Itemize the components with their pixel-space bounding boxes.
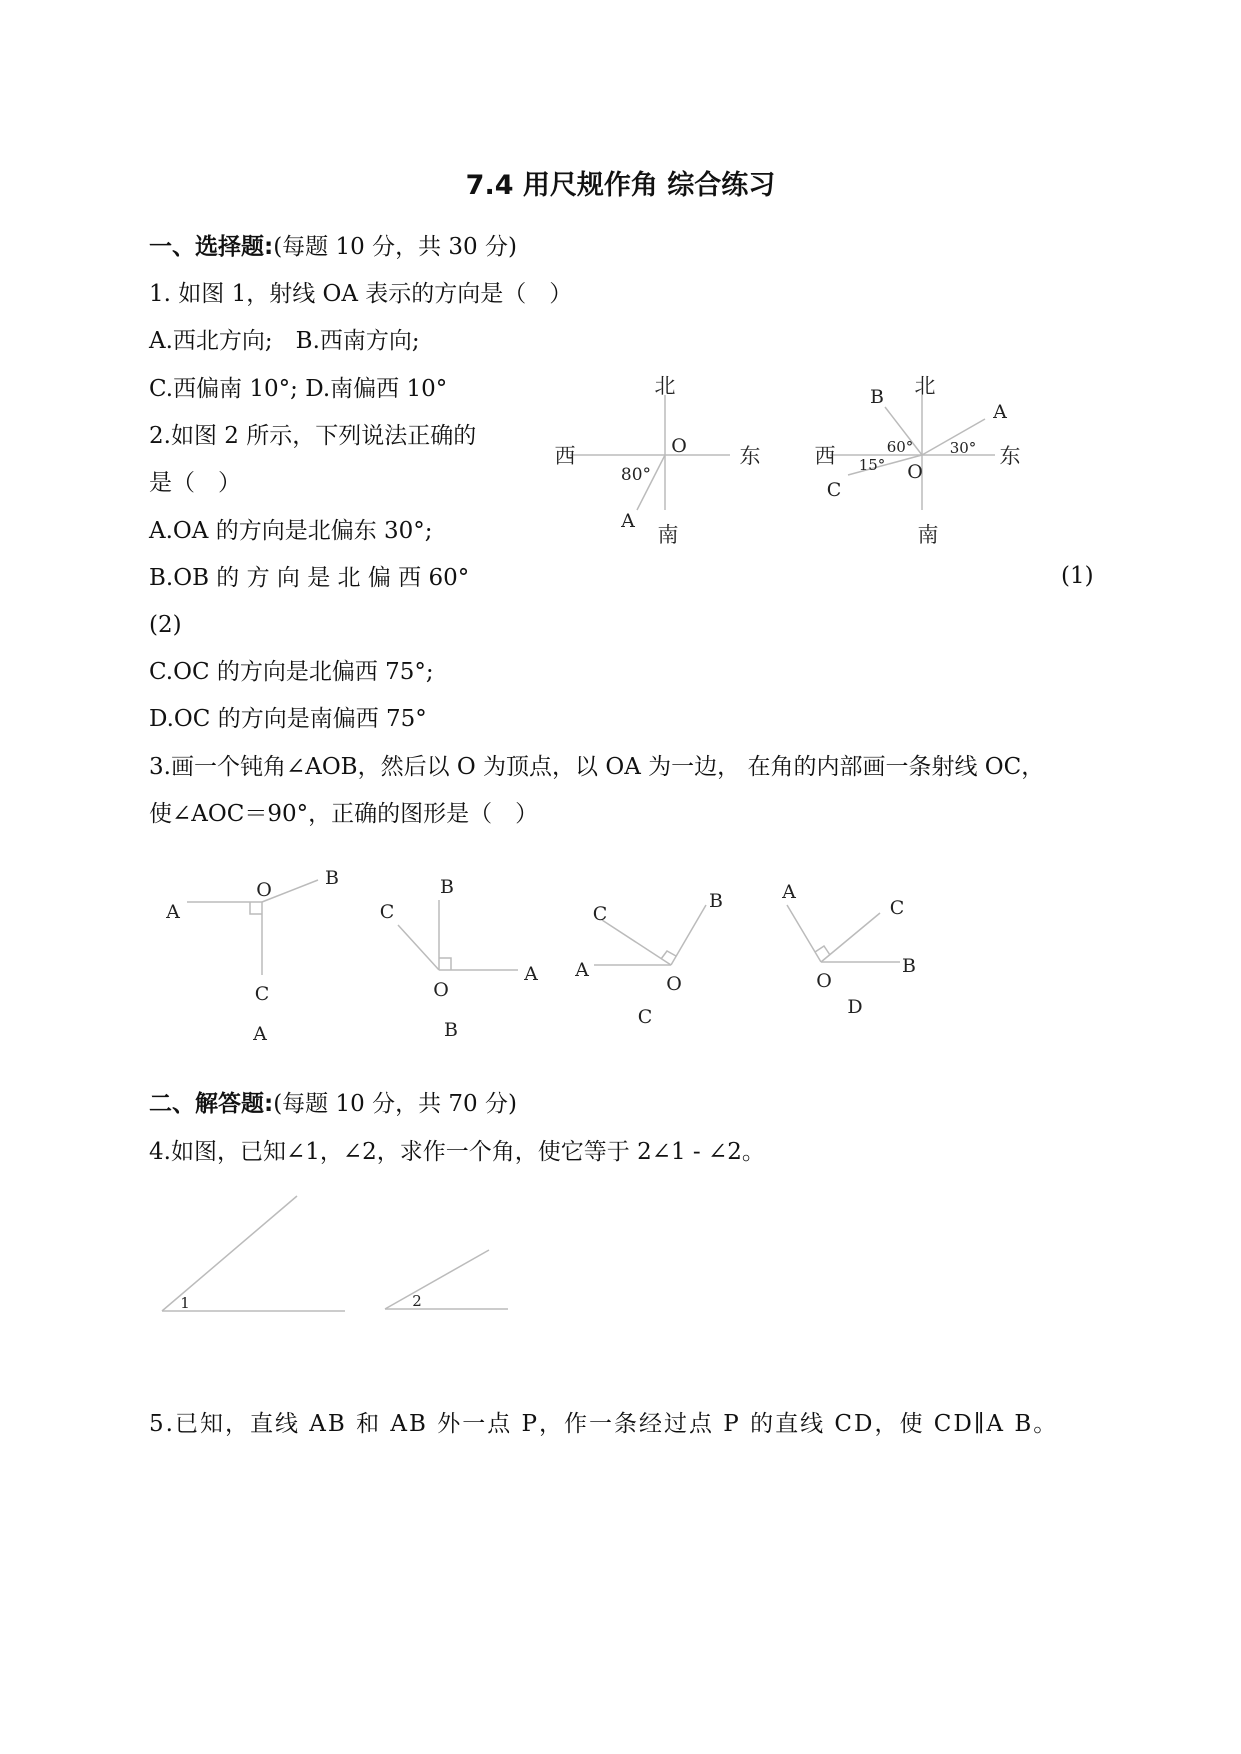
- q3-stem-1: 3.画一个钝角∠AOB，然后以 O 为顶点，以 OA 为一边， 在角的内部画一条射线 OC，: [149, 754, 1045, 780]
- q3b-b-label: B: [440, 876, 454, 898]
- q3-stem-2: 使∠AOC＝90°，正确的图形是（ ）: [149, 801, 539, 827]
- q3-option-b-label: B: [444, 1019, 458, 1041]
- fig2-b-label: B: [870, 386, 884, 408]
- q2-stem-1: 2.如图 2 所示，下列说法正确的: [149, 423, 477, 449]
- fig1-angle-label: 80°: [620, 465, 652, 485]
- q3b-o-label: O: [433, 979, 449, 1001]
- q5-stem: 5.已知，直线 AB 和 AB 外一点 P，作一条经过点 P 的直线 CD，使 CD∥A B。: [149, 1411, 1059, 1437]
- fig2-north-label: 北: [914, 374, 936, 398]
- fig2-o-label: O: [907, 461, 923, 483]
- q2-option-c: C.OC 的方向是北偏西 75°;: [149, 659, 434, 685]
- section2-note: (每题 10 分，共 70 分): [273, 1091, 517, 1117]
- fig2-c-label: C: [826, 479, 842, 501]
- fig1-a-label: A: [621, 510, 635, 532]
- section1-heading: 一、选择题:: [149, 234, 274, 260]
- q1-stem: 1. 如图 1，射线 OA 表示的方向是（ ）: [149, 281, 573, 307]
- q3a-b-label: B: [325, 867, 339, 889]
- q1-options-cd: C.西偏南 10°; D.南偏西 10°: [149, 376, 448, 402]
- fig2-west-label: 西: [814, 444, 836, 468]
- q4-stem: 4.如图，已知∠1，∠2，求作一个角，使它等于 2∠1 - ∠2。: [149, 1139, 765, 1165]
- q3a-o-label: O: [256, 879, 272, 901]
- q3-option-d-label: D: [847, 996, 863, 1018]
- fig1-west-label: 西: [554, 444, 576, 468]
- q3d-o-label: O: [816, 970, 832, 992]
- q3b-a-label: A: [524, 963, 538, 985]
- page-title: 7.4 用尺规作角 综合练习: [465, 170, 776, 201]
- q3c-o-label: O: [666, 973, 682, 995]
- fig2-angle-60-label: 60°: [886, 438, 914, 456]
- fig1-east-label: 东: [739, 444, 761, 468]
- q3d-b-label: B: [902, 955, 916, 977]
- q3c-a-label: A: [575, 959, 589, 981]
- q3d-a-label: A: [782, 881, 796, 903]
- q3b-c-label: C: [379, 901, 395, 923]
- q3c-b-label: B: [709, 890, 723, 912]
- fig2-south-label: 南: [917, 523, 939, 547]
- q3c-c-label: C: [592, 903, 608, 925]
- fig2-angle-30-label: 30°: [949, 439, 977, 457]
- figure-label-1: (1): [1061, 563, 1094, 589]
- q4-angle-2-label: 2: [412, 1292, 422, 1310]
- q1-options-ab: A.西北方向; B.西南方向;: [149, 328, 420, 354]
- q3a-c-label: C: [254, 983, 270, 1005]
- q4-angle-2: [385, 1250, 508, 1310]
- fig1-o-label: O: [671, 435, 687, 457]
- fig2-angle-15-label: 15°: [858, 456, 886, 474]
- section1-note: (每题 10 分，共 30 分): [273, 234, 517, 260]
- fig1-south-label: 南: [657, 523, 679, 547]
- section2-heading: 二、解答题:: [149, 1091, 274, 1117]
- q2-stem-2: 是（ ）: [149, 470, 241, 496]
- q4-angle-1-label: 1: [180, 1294, 190, 1312]
- figure-label-2: (2): [149, 612, 182, 638]
- q3-option-c-label: C: [637, 1006, 653, 1028]
- q2-option-a: A.OA 的方向是北偏东 30°;: [149, 518, 433, 544]
- q3d-c-label: C: [889, 897, 905, 919]
- q3a-a-label: A: [166, 901, 180, 923]
- q2-option-b: B.OB 的 方 向 是 北 偏 西 60°: [149, 565, 470, 591]
- q3-option-a-label: A: [253, 1023, 267, 1045]
- q2-option-d: D.OC 的方向是南偏西 75°: [149, 706, 427, 732]
- fig2-east-label: 东: [999, 444, 1021, 468]
- fig2-a-label: A: [993, 401, 1007, 423]
- q4-angle-1: [162, 1196, 345, 1312]
- fig1-north-label: 北: [654, 374, 676, 398]
